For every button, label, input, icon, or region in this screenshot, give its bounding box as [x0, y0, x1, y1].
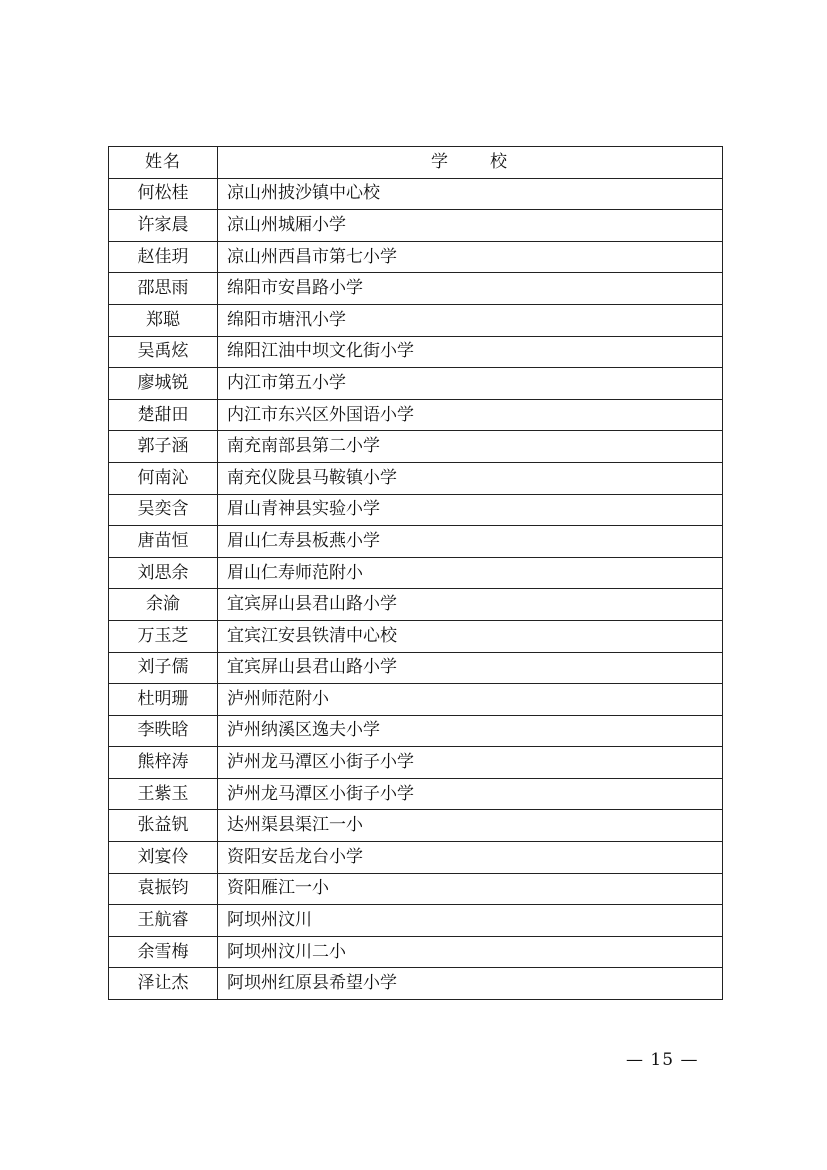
school-cell: 泸州纳溪区逸夫小学 [218, 715, 723, 747]
school-cell: 绵阳市塘汛小学 [218, 304, 723, 336]
table-row [109, 589, 723, 621]
column-header-school-char-2: 校 [490, 151, 509, 172]
student-name-cell: 邵思雨 [109, 273, 218, 305]
table-row [109, 178, 723, 210]
student-name-cell: 杜明珊 [109, 684, 218, 716]
school-cell: 内江市第五小学 [218, 368, 723, 400]
student-name-cell: 唐苗恒 [109, 526, 218, 558]
student-name-cell: 何松桂 [109, 178, 218, 210]
table-header-row [109, 147, 723, 179]
school-cell: 阿坝州汶川 [218, 905, 723, 937]
student-name-cell: 刘宴伶 [109, 842, 218, 874]
school-cell: 眉山青神县实验小学 [218, 494, 723, 526]
table-row [109, 778, 723, 810]
student-name-cell: 泽让杰 [109, 968, 218, 1000]
school-cell: 眉山仁寿师范附小 [218, 557, 723, 589]
student-name-cell: 张益钒 [109, 810, 218, 842]
table-row [109, 462, 723, 494]
student-name-cell: 何南沁 [109, 462, 218, 494]
student-name-cell: 郭子涵 [109, 431, 218, 463]
column-header-name: 姓名 [109, 147, 218, 179]
school-cell: 宜宾屏山县君山路小学 [218, 589, 723, 621]
table-row [109, 684, 723, 716]
page-number: — 15 — [626, 1050, 699, 1070]
table-row [109, 431, 723, 463]
school-cell: 眉山仁寿县板燕小学 [218, 526, 723, 558]
student-name-cell: 刘子儒 [109, 652, 218, 684]
school-cell: 南充南部县第二小学 [218, 431, 723, 463]
table-row [109, 905, 723, 937]
student-name-cell: 楚甜田 [109, 399, 218, 431]
table-row [109, 810, 723, 842]
student-name-cell: 袁振钧 [109, 873, 218, 905]
student-name-cell: 余渝 [109, 589, 218, 621]
table-row [109, 968, 723, 1000]
school-cell: 泸州龙马潭区小街子小学 [218, 747, 723, 779]
student-name-cell: 吴奕含 [109, 494, 218, 526]
school-cell: 南充仪陇县马鞍镇小学 [218, 462, 723, 494]
table-row [109, 368, 723, 400]
school-cell: 资阳安岳龙台小学 [218, 842, 723, 874]
school-cell: 内江市东兴区外国语小学 [218, 399, 723, 431]
table-row [109, 210, 723, 242]
school-cell: 阿坝州汶川二小 [218, 936, 723, 968]
table-body [109, 178, 723, 999]
school-cell: 阿坝州红原县希望小学 [218, 968, 723, 1000]
school-cell: 绵阳市安昌路小学 [218, 273, 723, 305]
table-row [109, 715, 723, 747]
school-cell: 宜宾江安县铁清中心校 [218, 620, 723, 652]
table-row [109, 557, 723, 589]
table-row [109, 747, 723, 779]
student-name-cell: 熊梓涛 [109, 747, 218, 779]
student-name-cell: 刘思余 [109, 557, 218, 589]
students-table [108, 146, 723, 1000]
school-cell: 宜宾屏山县君山路小学 [218, 652, 723, 684]
table-row [109, 936, 723, 968]
school-cell: 泸州龙马潭区小街子小学 [218, 778, 723, 810]
student-name-cell: 许家晨 [109, 210, 218, 242]
student-name-cell: 廖城锐 [109, 368, 218, 400]
table-row [109, 241, 723, 273]
student-name-cell: 李昳晗 [109, 715, 218, 747]
table-row [109, 526, 723, 558]
school-cell: 资阳雁江一小 [218, 873, 723, 905]
student-name-cell: 郑聪 [109, 304, 218, 336]
student-name-cell: 万玉芝 [109, 620, 218, 652]
school-cell: 达州渠县渠江一小 [218, 810, 723, 842]
column-header-school-char-1: 学 [431, 151, 450, 172]
school-cell: 凉山州披沙镇中心校 [218, 178, 723, 210]
student-name-cell: 王航睿 [109, 905, 218, 937]
table-row [109, 304, 723, 336]
school-cell: 凉山州西昌市第七小学 [218, 241, 723, 273]
school-cell: 泸州师范附小 [218, 684, 723, 716]
table-row [109, 620, 723, 652]
table-row [109, 652, 723, 684]
student-name-cell: 余雪梅 [109, 936, 218, 968]
student-name-cell: 吴禹炫 [109, 336, 218, 368]
table-row [109, 399, 723, 431]
student-name-cell: 赵佳玥 [109, 241, 218, 273]
table-row [109, 273, 723, 305]
table-row [109, 873, 723, 905]
school-cell: 绵阳江油中坝文化街小学 [218, 336, 723, 368]
table-row [109, 336, 723, 368]
school-cell: 凉山州城厢小学 [218, 210, 723, 242]
column-header-school [218, 147, 723, 179]
student-name-cell: 王紫玉 [109, 778, 218, 810]
table-row [109, 494, 723, 526]
table-row [109, 842, 723, 874]
